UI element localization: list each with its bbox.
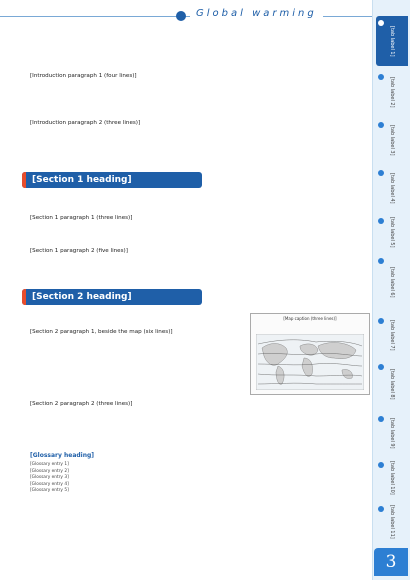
tab-label: [tab label 11] <box>389 505 395 539</box>
section1-paragraph-1: [Section 1 paragraph 1 (three lines)] <box>30 214 133 221</box>
section-heading <box>22 289 202 305</box>
sidebar-tab[interactable] <box>376 458 408 498</box>
tab-label: [tab label 2] <box>389 76 395 108</box>
tab-label: [tab label 8] <box>389 368 395 400</box>
tab-label: [tab label 5] <box>389 216 395 248</box>
tab-dot-icon <box>378 258 384 264</box>
tab-label: [tab label 4] <box>389 172 395 204</box>
glossary-title: [Glossary heading] <box>30 452 95 459</box>
tab-dot-icon <box>378 74 384 80</box>
tab-dot-icon <box>378 364 384 370</box>
page-number: 3 <box>374 548 408 576</box>
section1-paragraph-2: [Section 1 paragraph 2 (five lines)] <box>30 247 128 254</box>
tab-label: [tab label 6] <box>389 266 395 298</box>
tab-dot-icon <box>378 318 384 324</box>
sidebar <box>372 0 410 580</box>
tab-label: [tab label 7] <box>389 319 395 351</box>
header-bullet <box>176 11 186 21</box>
tab-dot-icon <box>378 506 384 512</box>
section2-paragraph-1: [Section 2 paragraph 1, beside the map (six lines)] <box>30 328 173 335</box>
intro-paragraph-1: [Introduction paragraph 1 (four lines)] <box>30 72 137 79</box>
section-heading-text: [Section 1 heading] <box>32 175 132 185</box>
glossary-item: [Glossary entry 1] <box>30 462 69 467</box>
sidebar-tab[interactable] <box>376 16 408 66</box>
sidebar-tab[interactable] <box>376 166 408 210</box>
intro-paragraph-2: [Introduction paragraph 2 (three lines)] <box>30 119 141 126</box>
tab-label: [tab label 9] <box>389 417 395 449</box>
section2-paragraph-2: [Section 2 paragraph 2 (three lines)] <box>30 400 133 407</box>
sidebar-tab[interactable] <box>376 502 408 542</box>
tab-dot-icon <box>378 122 384 128</box>
glossary-item: [Glossary entry 4] <box>30 481 69 487</box>
glossary-notes <box>30 452 365 495</box>
tab-label: [tab label 10] <box>389 461 395 495</box>
sidebar-tab[interactable] <box>376 254 408 310</box>
section-heading <box>22 172 202 188</box>
tab-label: [tab label 1] <box>389 25 395 57</box>
sidebar-tab[interactable] <box>376 314 408 356</box>
sidebar-tab[interactable] <box>376 360 408 408</box>
sidebar-tab[interactable] <box>376 214 408 250</box>
tab-dot-icon <box>378 218 384 224</box>
tab-dot-icon <box>378 416 384 422</box>
glossary-item: [Glossary entry 5] <box>30 488 69 494</box>
temperature-map-figure <box>250 313 370 395</box>
tab-label: [tab label 3] <box>389 124 395 156</box>
glossary-item: [Glossary entry 2] <box>30 468 69 474</box>
section-heading-text: [Section 2 heading] <box>32 292 132 302</box>
sidebar-tab[interactable] <box>376 118 408 162</box>
glossary-item: [Glossary entry 3] <box>30 475 69 481</box>
tab-dot-icon <box>378 170 384 176</box>
header-title: Global warming <box>190 8 323 24</box>
page-header <box>0 0 372 34</box>
sidebar-tab[interactable] <box>376 70 408 114</box>
world-map-icon <box>256 334 364 390</box>
tab-dot-icon <box>378 462 384 468</box>
sidebar-tab[interactable] <box>376 412 408 454</box>
tab-dot-icon <box>378 20 384 26</box>
map-caption: [Map caption (three lines)] <box>283 316 337 321</box>
